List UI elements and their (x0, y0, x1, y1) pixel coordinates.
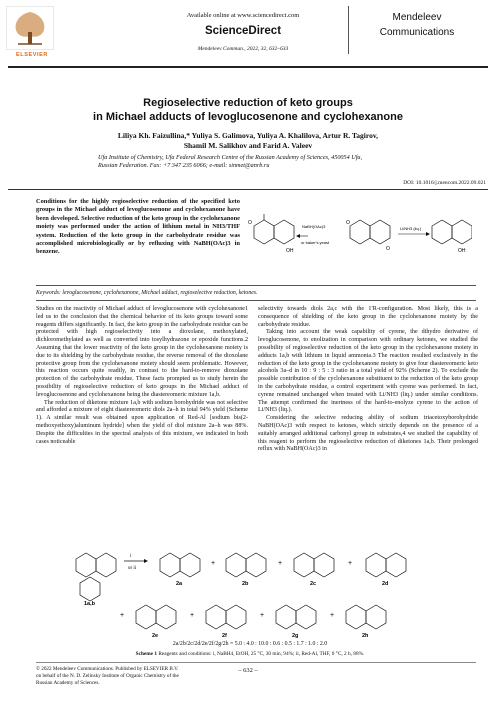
ga-reagent-1: NaBH(OAc)3 (302, 224, 326, 229)
affiliation (98, 154, 438, 170)
authors-line-2: Shamil M. Salikhov and Farid A. Valeev (183, 141, 313, 150)
ga-structure-middle (350, 220, 390, 244)
paragraph: The reduction of diketone mixture 1a,b with sodium borohydride was not selective and afforded a mixture of eight diastereomeric diols 2a–h in total 94% yield (Scheme 1). A similar result was obtained upon application of Red-Al [sodium bis(2-methoxyethoxy)aluminum hydride] when the yield of diol mixture 2a–h was 88%. Despite the difficulties in the spectral analysis of this mixture, we indicated in both cases noticeable (36, 399, 248, 445)
paragraph: Considering the selective reducing ability of sodium triacetoxyborohydride NaBH(OAc)3 with respect to ketones, which strictly depends on the presence of a suitably arranged additional carbonyl group in substrates,4 we studied the capability of this reagent to perform the regioselective reduction of diketones 1a,b. Their prolonged reflux with NaBH(OAc)3 in (258, 415, 478, 453)
compound-label: 2h (362, 633, 369, 639)
svg-text:O: O (248, 220, 252, 226)
author-list (40, 131, 456, 151)
publisher-name: ELSEVIER (15, 52, 48, 58)
ga-structure-right (432, 220, 472, 244)
header-rule (8, 66, 488, 68)
copyright-line-1: © 2022 Mendeleev Communications. Published by ELSEVIER B.V. (36, 666, 179, 672)
svg-text:O: O (346, 220, 350, 226)
keywords-bottom-rule (36, 300, 476, 301)
ga-structure-left (254, 214, 294, 244)
authors-line-1: Liliya Kh. Faizullina,* Yuliya S. Galimova, Yuliya A. Khalilova, Artur R. Tagirov, (117, 131, 379, 140)
copyright-line-3: Russian Academy of Sciences. (36, 679, 100, 686)
keywords: Keywords: levoglucosenone, cyclohexanone, Michael adduct, regioselective reduction, ketones. (36, 290, 258, 296)
svg-text:OH: OH (286, 248, 294, 254)
available-online-text[interactable]: Available online at www.sciencedirect.com (186, 12, 300, 19)
svg-text:+: + (260, 612, 265, 619)
journal-reference: Mendeleev Commun., 2022, 32, 632–633 (197, 46, 289, 52)
scheme-caption-label: Scheme 1 (135, 651, 157, 657)
body-column-left (36, 306, 248, 446)
paragraph: selectivity towards diols 2a,c with the 1′R-configuration. Most likely, this is a consequence of shielding of the keto group in the cyclohexanone moiety by the carbohydrate residue. (258, 306, 478, 328)
affiliation-line-2: Russian Federation. Fax: +7 347 235 6066; e-mail: sinmet@anrb.ru (98, 162, 270, 169)
journal-name-line-1: Mendeleev (392, 12, 442, 23)
svg-text:+: + (330, 612, 335, 619)
sciencedirect-logo[interactable]: ScienceDirect (204, 25, 282, 37)
svg-text:+: + (211, 560, 216, 567)
svg-text:+: + (190, 612, 195, 619)
scheme-1-figure (70, 535, 450, 639)
scheme-caption-text: Reagents and conditions: i, NaBH4, EtOH, 25 °C, 30 min, 94%; ii, Red-Al, THF, 0 °C, 2 h, 88%. (158, 651, 365, 657)
graphical-abstract (246, 204, 472, 260)
elsevier-tree-logo (6, 6, 54, 50)
keywords-top-rule (36, 285, 476, 286)
svg-text:+: + (278, 560, 283, 567)
paragraph: Studies on the reactivity of Michael adduct of levoglucosenone with cyclohexanone1 led us to the conclusion that the chemical behavior of its keto groups toward some reagents differs significantly. In fact, the keto group in the carbohydrate residue can be protected with high regioselectivity into a dioxolane, methoxylated, dichloromethylated as well as converted into tosylhydrazone or epoxide functions.2 Assuming that the lower reactivity of the keto group in the cyclohexanone moiety is due to its shielding by the carbohydrate residue, the reverse removal of the dioxolane protective group from the cyclohexanone moiety should seem problematic. However, this reaction occurs quite readily, in contrast to the hard-to-remove dioxolane protection of the carbohydrate residue. These facts prompted us to study herein the possibility of regioselective reduction of keto groups in the Michael adduct of levoglucosenone and cyclohexanone being the diastereomeric mixture 1a,b. (36, 306, 248, 398)
copyright-notice (36, 666, 236, 686)
title-line-2: in Michael adducts of levoglucosenone and cyclohexanone (93, 111, 403, 123)
compound-label: 1a,b (84, 601, 96, 607)
scheme-condition-i: i (130, 554, 132, 559)
svg-text:+: + (348, 560, 353, 567)
title-line-1: Regioselective reduction of keto groups (143, 97, 353, 109)
compound-label: 2e (152, 633, 159, 639)
scheme-caption (40, 651, 460, 657)
article-title (40, 96, 456, 124)
page-number: – 632 – (238, 667, 258, 674)
scheme-condition-ii: or ii (128, 566, 137, 571)
ga-reagent-2: Li/NH3 (liq.) (400, 226, 422, 231)
compound-label: 2g (292, 633, 299, 639)
title-rule (8, 189, 488, 190)
compound-label: 2b (242, 581, 249, 587)
svg-text:OH: OH (458, 248, 466, 254)
abstract-text: Conditions for the highly regioselective reduction of the specified keto groups in the Michael adduct of levoglucosenone and cyclohexanone have been developed. Selective reduction of the keto group in the cyclohexanone moiety was performed under the action of lithium metal in NH3/THF system. Reduction of the keto group in the carbohydrate residue was accomplished microbiologically or by refluxing with NaBH(OAc)3 in benzene. (36, 198, 240, 256)
compound-label: 2f (222, 633, 227, 639)
copyright-line-2: on behalf of the N. D. Zelinsky Institute of Organic Chemistry of the (36, 672, 179, 679)
svg-text:O: O (386, 246, 390, 252)
compound-label: 2a (176, 581, 183, 587)
paragraph: Taking into account the weak capability of cyrene, the dihydro derivative of levoglucosenone, to enolization in comparison with ordinary ketones, we studied the possibility of regioselective reduction of the keto group in the cyclohexanone moiety in adducts 1a,b with lithium in liquid ammonia.3 The reaction resulted exclusively in the reduction of the keto group in the cyclohexanone moiety to give four diastereomeric keto alcohols 3a–d in 10 : 9 : 5 : 3 ratio in a total yield of 92% (Scheme 2). To exclude the possible contribution of the cyclohexanone substituent to the reduction of the keto group in the carbohydrate residue, a control experiment with cyrene was performed. In fact, cyrene remained unchanged when treated with Li/NH3 (liq.) under similar conditions. The attempt confirmed the inertness of the hard-to-enolyze cyrene to the action of Li/NH3 (liq.). (258, 329, 478, 414)
footer-rule (36, 662, 476, 663)
affiliation-line-1: Ufa Institute of Chemistry, Ufa Federal Research Centre of the Russian Academy of Sciences, 450054 Ufa, (98, 154, 363, 161)
doi-link[interactable]: DOI: 10.1016/j.mencom.2022.09.021 (403, 180, 486, 186)
svg-text:+: + (120, 612, 125, 619)
scheme-ratio: 2a/2b/2c/2d/2e/2f/2g/2h = 5.0 : 4.0 : 10.0 : 0.6 : 0.5 : 1.7 : 1.0 : 2.0 (172, 641, 328, 647)
body-column-right (258, 306, 478, 454)
compound-label: 2c (310, 581, 317, 587)
compound-label: 2d (382, 581, 389, 587)
journal-name-line-2: Communications (379, 27, 455, 38)
ga-reagent-1b: or baker's yeast (301, 240, 330, 245)
